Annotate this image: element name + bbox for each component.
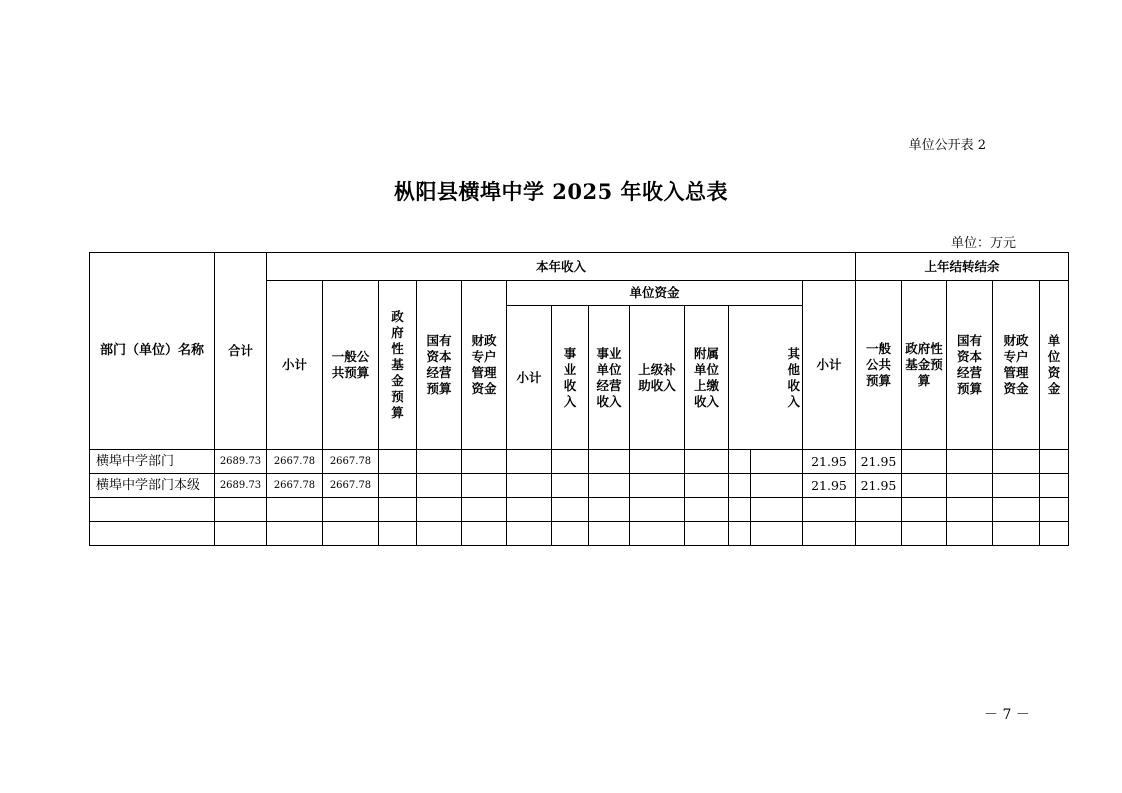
cell-empty [1040,474,1069,498]
cell-pri-general: 21.95 [856,450,902,474]
col-header-pri-gov-fund: 政府性基金预算 [902,281,947,450]
col-header-pri-subtotal: 小计 [803,281,856,450]
group-header-prior-carryover: 上年结转结余 [856,253,1069,281]
cell-empty [729,450,751,474]
cell-empty [729,474,751,498]
cell-empty [902,450,947,474]
cell-empty [507,450,552,474]
page-number: － 7 － [984,707,1030,723]
col-header-pri-state-capital: 国有资本经营预算 [947,281,993,450]
col-header-unit-business-income: 事业收入 [552,306,589,450]
col-header-unit-subsidy-income: 上级补助收入 [630,306,685,450]
cell-empty [589,474,630,498]
col-header-cur-subtotal: 小计 [267,281,323,450]
cell-pri-subtotal: 21.95 [803,450,856,474]
cell-empty [417,474,462,498]
col-header-total: 合计 [215,253,267,450]
cell-empty [947,474,993,498]
cell-empty [462,474,507,498]
table-row [90,474,1069,498]
cell-empty [1040,450,1069,474]
cell-empty [947,450,993,474]
cell-empty [993,474,1040,498]
cell-empty [552,474,589,498]
cell-empty [417,450,462,474]
cell-cur-general: 2667.78 [323,450,379,474]
cell-pri-subtotal: 21.95 [803,474,856,498]
cell-empty [552,450,589,474]
cell-empty [379,450,417,474]
cell-total: 2689.73 [215,450,267,474]
income-summary-table [89,252,1069,546]
col-header-cur-gov-fund: 政府性基金预算 [379,281,417,450]
col-header-unit-affiliated-income: 附属单位上缴收入 [685,306,729,450]
cell-total: 2689.73 [215,474,267,498]
cell-empty [507,474,552,498]
cell-cur-general: 2667.78 [323,474,379,498]
cell-empty [379,474,417,498]
table-row-empty [90,522,1069,546]
cell-empty [589,450,630,474]
page-title: 枞阳县横埠中学 2025 年收入总表 [393,179,729,204]
cell-cur-subtotal: 2667.78 [267,474,323,498]
cell-empty [630,450,685,474]
col-header-cur-fiscal-special: 财政专户管理资金 [462,281,507,450]
table-row [90,450,1069,474]
cell-empty [685,450,729,474]
cell-cur-subtotal: 2667.78 [267,450,323,474]
col-header-cur-state-capital: 国有资本经营预算 [417,281,462,450]
col-header-unit-other-income: 其他 收入 [729,306,803,450]
unit-note: 单位：万元 [950,236,1016,251]
cell-empty [902,474,947,498]
cell-empty [993,450,1040,474]
row-name: 横埠中学部门本级 [90,474,215,498]
cell-empty [751,474,803,498]
cell-empty [685,474,729,498]
form-label: 单位公开表 2 [908,138,986,153]
col-header-unit-subtotal: 小计 [507,306,552,450]
col-header-dept: 部门（单位）名称 [90,253,215,450]
cell-empty [751,450,803,474]
col-header-unit-operating-income: 事业单位经营收入 [589,306,630,450]
group-header-unit-funds: 单位资金 [507,281,803,306]
col-header-pri-general-budget: 一般公共预算 [856,281,902,450]
cell-empty [630,474,685,498]
table-row-empty [90,498,1069,522]
cell-empty [462,450,507,474]
group-header-current-year: 本年收入 [267,253,856,281]
col-header-cur-general-budget: 一般公共预算 [323,281,379,450]
cell-pri-general: 21.95 [856,474,902,498]
col-header-pri-fiscal-special: 财政专户管理资金 [993,281,1040,450]
col-header-pri-unit-funds: 单位资金 [1040,281,1069,450]
row-name: 横埠中学部门 [90,450,215,474]
